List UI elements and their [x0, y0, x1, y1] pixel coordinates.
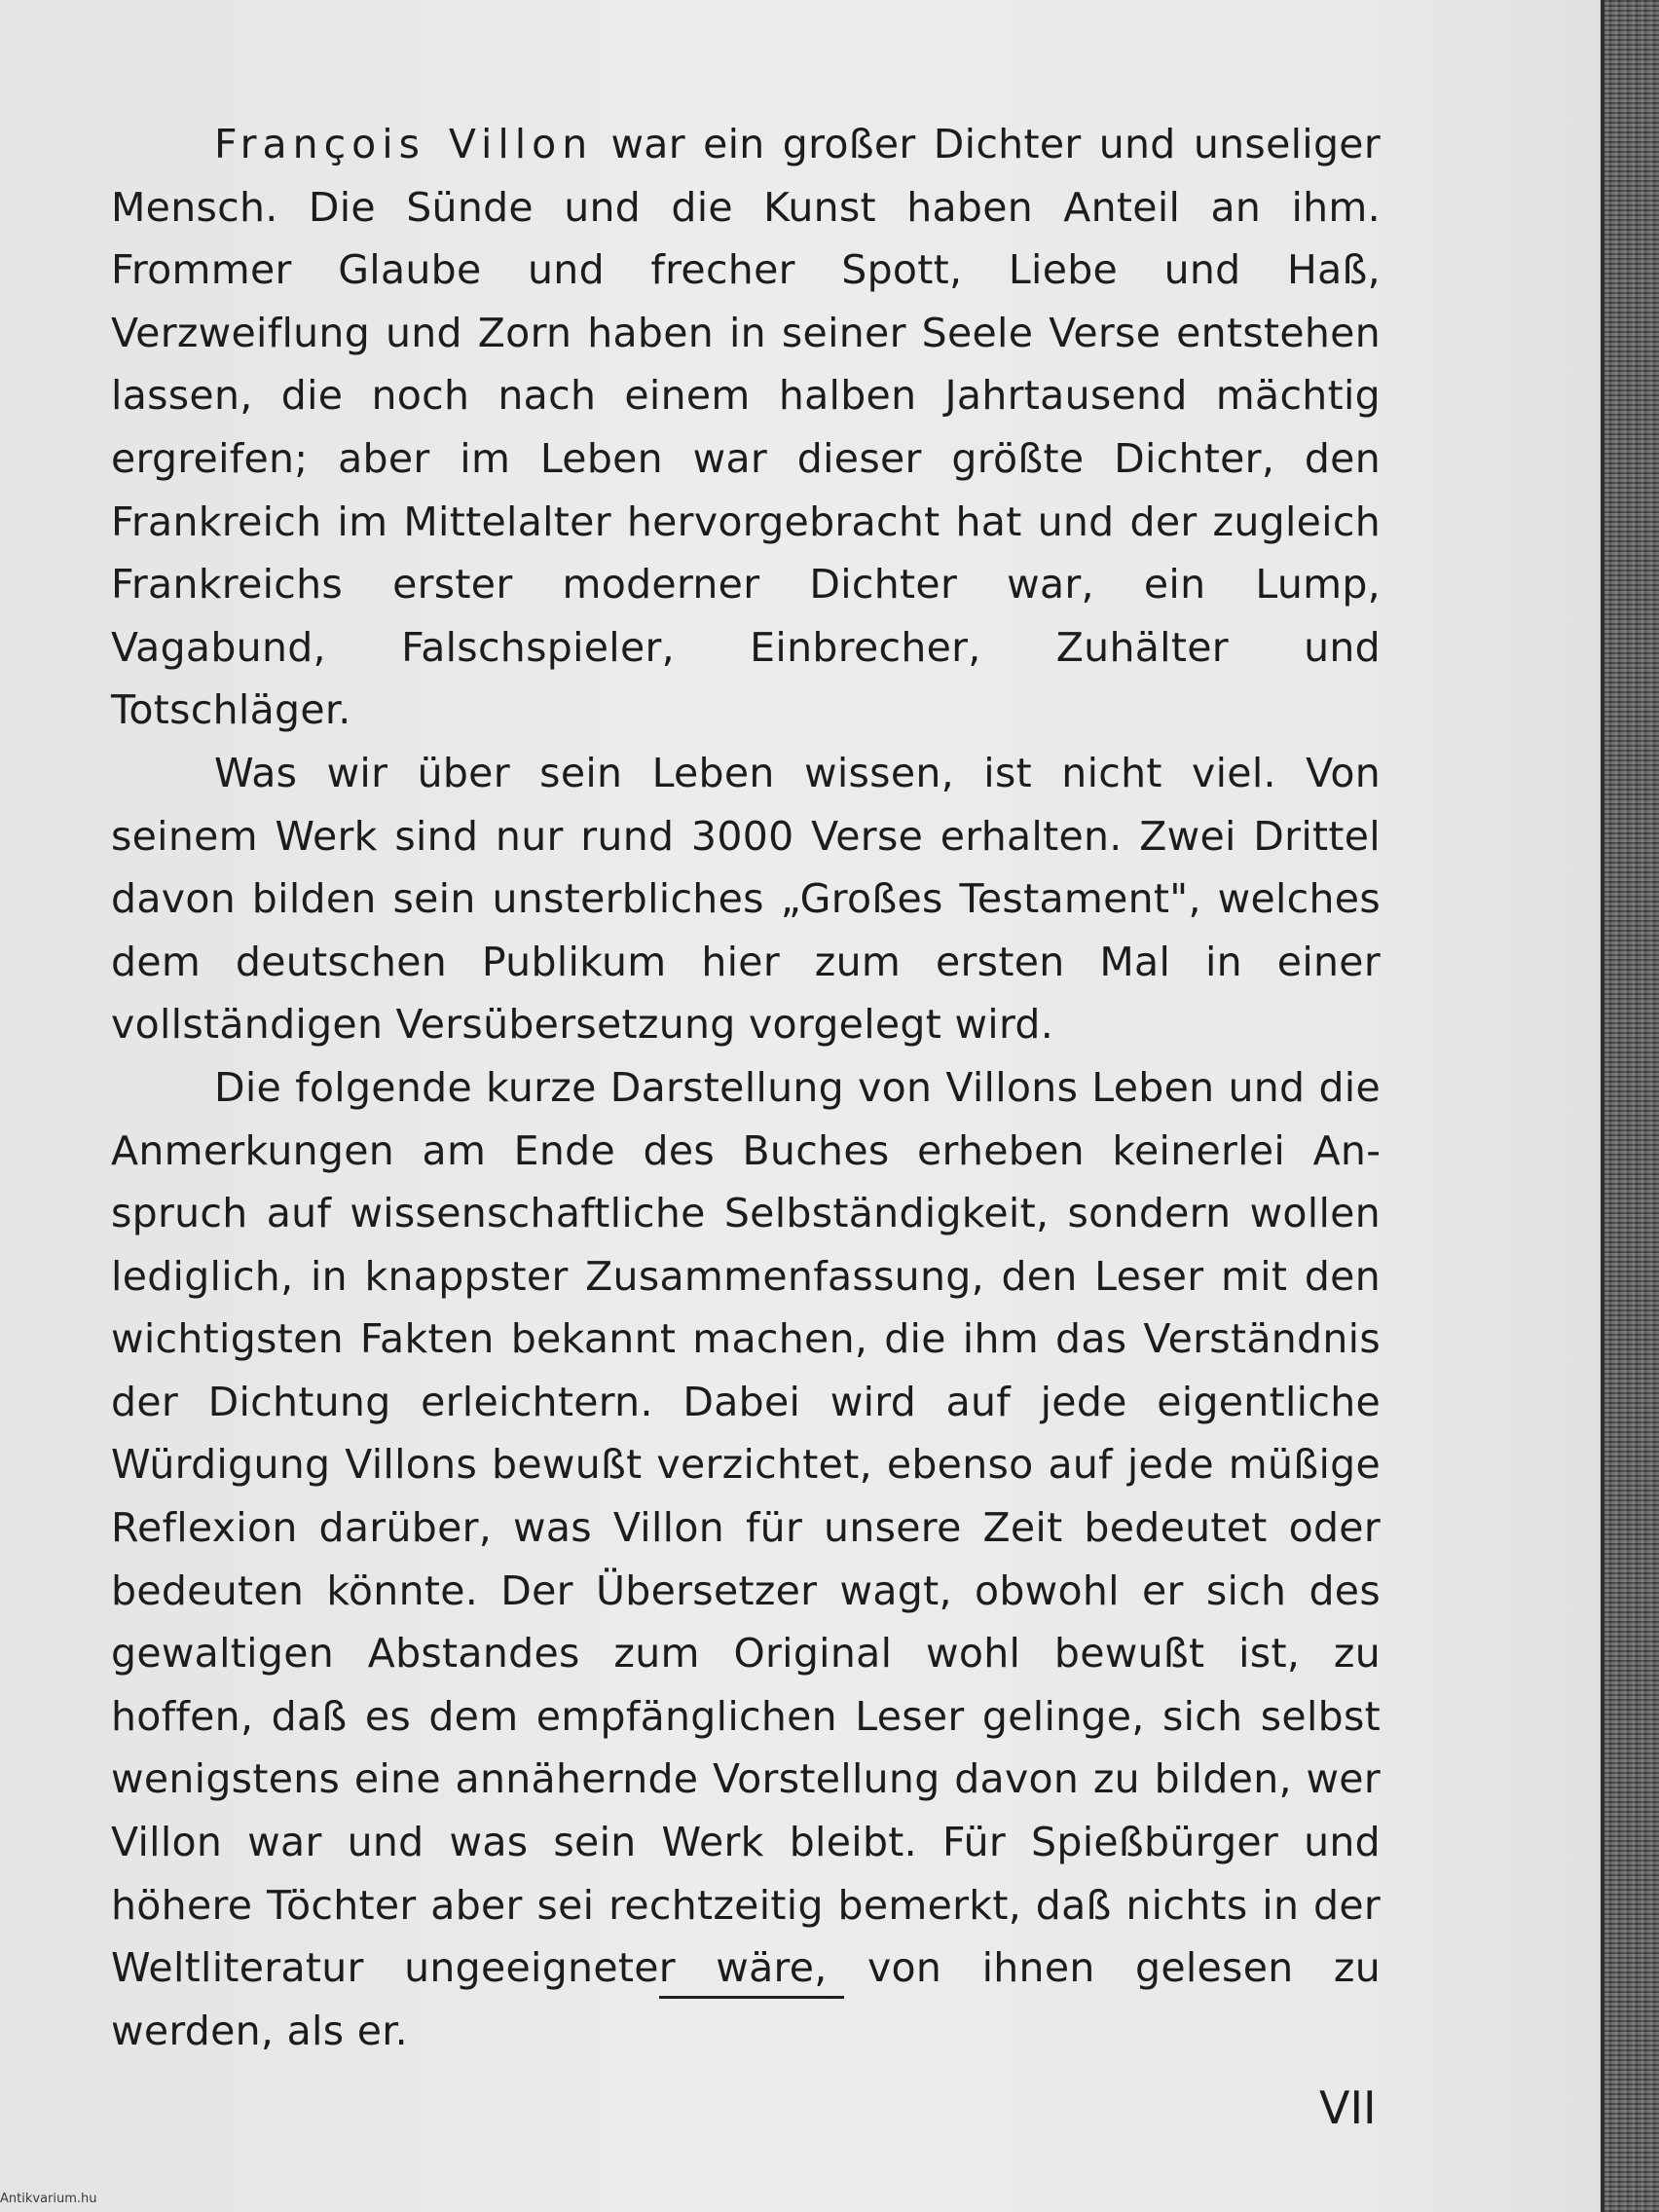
paragraph-2: Was wir über sein Leben wissen, ist nicht viel. Von seinem Werk sind nur rund 3000 Verse erhalten. Zwei Drittel davon bilden sein unsterbliches „Großes Testament", welches dem deutschen Publikum hier zum ersten Mal in einer vollständigen Versübersetzung vorgelegt wird.: [111, 749, 1381, 1049]
author-name: François Villon: [214, 121, 594, 167]
page-number: VII: [1319, 2082, 1377, 2134]
body-text: [111, 113, 1381, 2062]
paragraph-3: Die folgende kurze Darstellung von Villons Leben und die Anmerkungen am Ende des Buches erheben keinerlei Anspruch auf wissenschaftliche Selbständigkeit, sondern wollen lediglich, in knappster Zusammenfassung, den Leser mit den wichtigsten Fakten bekannt machen, die ihm das Verständnis der Dichtung erleichtern. Dabei wird auf jede eigentliche Würdigung Villons bewußt verzichtet, ebenso auf jede müßige Reflexion darüber, was Villon für unsere Zeit bedeutet oder bedeuten könnte. Der Übersetzer wagt, obwohl er sich des gewaltigen Abstandes zum Original wohl bewußt ist, zu hoffen, daß es dem empfänglichen Leser gelinge, sich selbst wenigstens eine annähernde Vorstellung davon zu bilden, wer Villon war und was sein Werk bleibt. Für Spießbürger und höhere Töchter aber sei rechtzeitig bemerkt, daß nichts in der Weltliteratur ungeeigneter wäre, von ihnen gelesen zu werden, als er.: [111, 1063, 1381, 2054]
section-divider: [659, 1996, 844, 1999]
paragraph-1-text: war ein großer Dichter und unseliger Mensch. Die Sünde und die Kunst haben Anteil an ihm. Frommer Glaube und frecher Spott, Liebe und Haß, Verzweiflung und Zorn haben in seiner Seele Verse entstehen lassen, die noch nach einem halben Jahrtausend mächtig ergreifen; aber im Leben war dieser größte Dichter, den Frankreich im Mittelalter hervorgebracht hat und der zugleich Frankreichs erster moderner Dichter war, ein Lump, Vagabund, Falschspieler, Einbrecher, Zuhälter und Totschläger.: [111, 121, 1381, 734]
paragraph-1: [111, 113, 1381, 742]
book-binding: [1604, 0, 1659, 2212]
watermark: Antikvarium.hu: [0, 2192, 97, 2206]
